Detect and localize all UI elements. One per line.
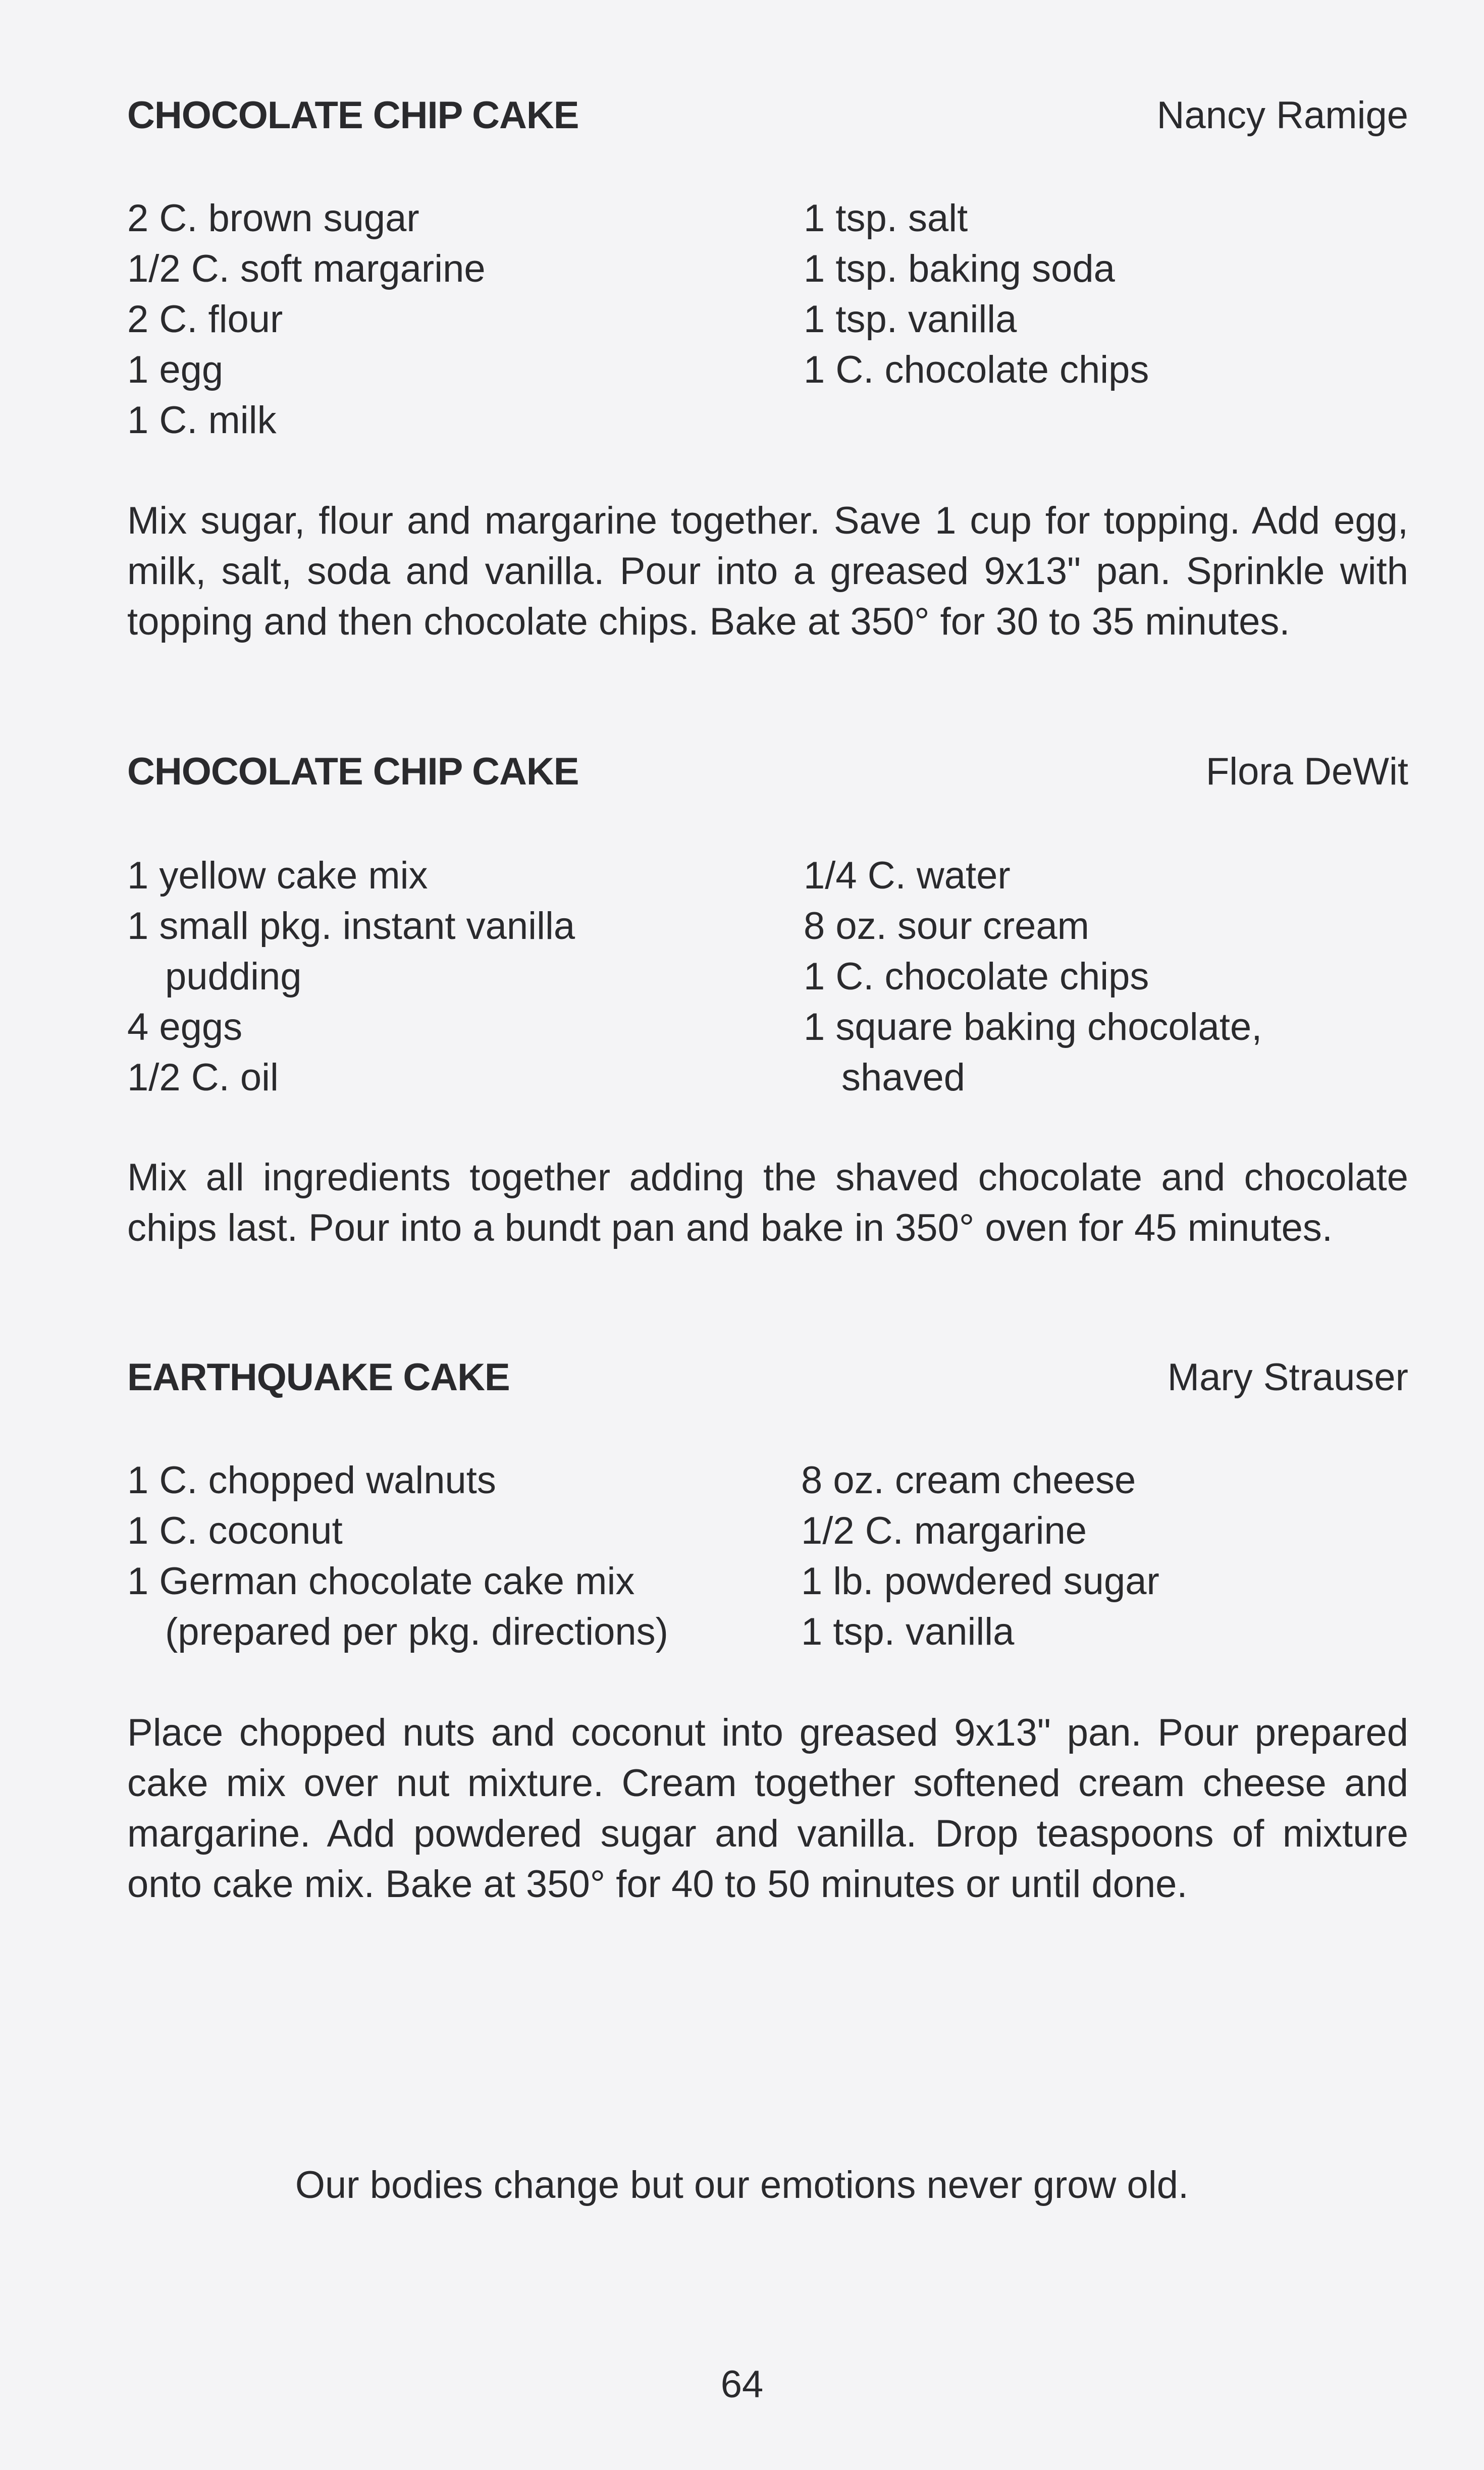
ingredient: 1 C. coconut [127, 1509, 343, 1552]
ingredient: pudding [165, 955, 302, 998]
ingredient: 1 lb. powdered sugar [801, 1560, 1159, 1603]
recipe-author: Flora DeWit [1205, 750, 1408, 793]
ingredient: 8 oz. sour cream [804, 905, 1089, 948]
recipe-3 [127, 1355, 1408, 1411]
ingredient: 1 tsp. vanilla [804, 298, 1017, 341]
ingredients-right-column [804, 851, 1409, 1103]
ingredient: 2 C. brown sugar [127, 197, 419, 240]
recipe-1-instructions: Mix sugar, flour and margarine together. Save 1 cup for topping. Add egg, milk, salt, soda and vanilla. Pour into a greased 9x13" pan. Sprinkle with topping and then chocolate chips. Bake at 350° for 30 to 35 minutes. [127, 499, 1408, 643]
recipe-header [127, 750, 1408, 805]
page-quote: Our bodies change but our emotions never grow old. [295, 2164, 1189, 2206]
recipe-3-instructions: Place chopped nuts and coconut into greased 9x13" pan. Pour prepared cake mix over nut mixture. Cream together softened cream cheese and margarine. Add powdered sugar and vanilla. Drop teaspoons of mixture onto cake mix. Bake at 350° for 40 to 50 minutes or until done. [127, 1711, 1408, 1906]
ingredient: 1 tsp. vanilla [801, 1610, 1015, 1653]
recipe-author: Mary Strauser [1167, 1356, 1408, 1399]
ingredients-right-column [801, 1455, 1407, 1657]
ingredients-left-column [127, 193, 783, 446]
ingredient: 1 small pkg. instant vanilla [127, 905, 575, 948]
ingredient: 2 C. flour [127, 298, 283, 341]
ingredients-left-column [127, 851, 783, 1103]
ingredient: 1 German chocolate cake mix [127, 1560, 635, 1603]
ingredient: 1/2 C. soft margarine [127, 247, 486, 290]
recipe-title: EARTHQUAKE CAKE [127, 1356, 510, 1399]
ingredient: 1 C. milk [127, 399, 277, 442]
recipe-2-instructions: Mix all ingredients together adding the shaved chocolate and chocolate chips last. Pour into a bundt pan and bake in 350° oven for 45 minutes. [127, 1156, 1408, 1249]
ingredient: 1 egg [127, 348, 224, 391]
recipe-header [127, 93, 1408, 149]
ingredient: 1 C. chopped walnuts [127, 1459, 496, 1502]
recipe-header [127, 1355, 1408, 1411]
ingredient: 8 oz. cream cheese [801, 1459, 1136, 1502]
ingredient: 1 square baking chocolate, [804, 1006, 1262, 1048]
ingredient: shaved [841, 1056, 966, 1099]
recipe-title: CHOCOLATE CHIP CAKE [127, 94, 579, 137]
ingredient: 1 tsp. salt [804, 197, 968, 240]
ingredient: 1/2 C. margarine [801, 1509, 1087, 1552]
ingredient: 4 eggs [127, 1006, 243, 1048]
ingredient: 1/4 C. water [804, 854, 1011, 897]
recipe-2 [127, 750, 1408, 805]
ingredient: 1 C. chocolate chips [804, 348, 1149, 391]
ingredients-right-column [804, 193, 1409, 395]
ingredient: (prepared per pkg. directions) [165, 1610, 668, 1653]
ingredient: 1 tsp. baking soda [804, 247, 1115, 290]
ingredient: 1 C. chocolate chips [804, 955, 1149, 998]
ingredients-left-column [127, 1455, 783, 1657]
recipe-1 [127, 93, 1408, 149]
recipe-author: Nancy Ramige [1156, 94, 1408, 137]
page-number: 64 [720, 2363, 764, 2406]
recipe-title: CHOCOLATE CHIP CAKE [127, 750, 579, 793]
ingredient: 1 yellow cake mix [127, 854, 428, 897]
ingredient: 1/2 C. oil [127, 1056, 279, 1099]
